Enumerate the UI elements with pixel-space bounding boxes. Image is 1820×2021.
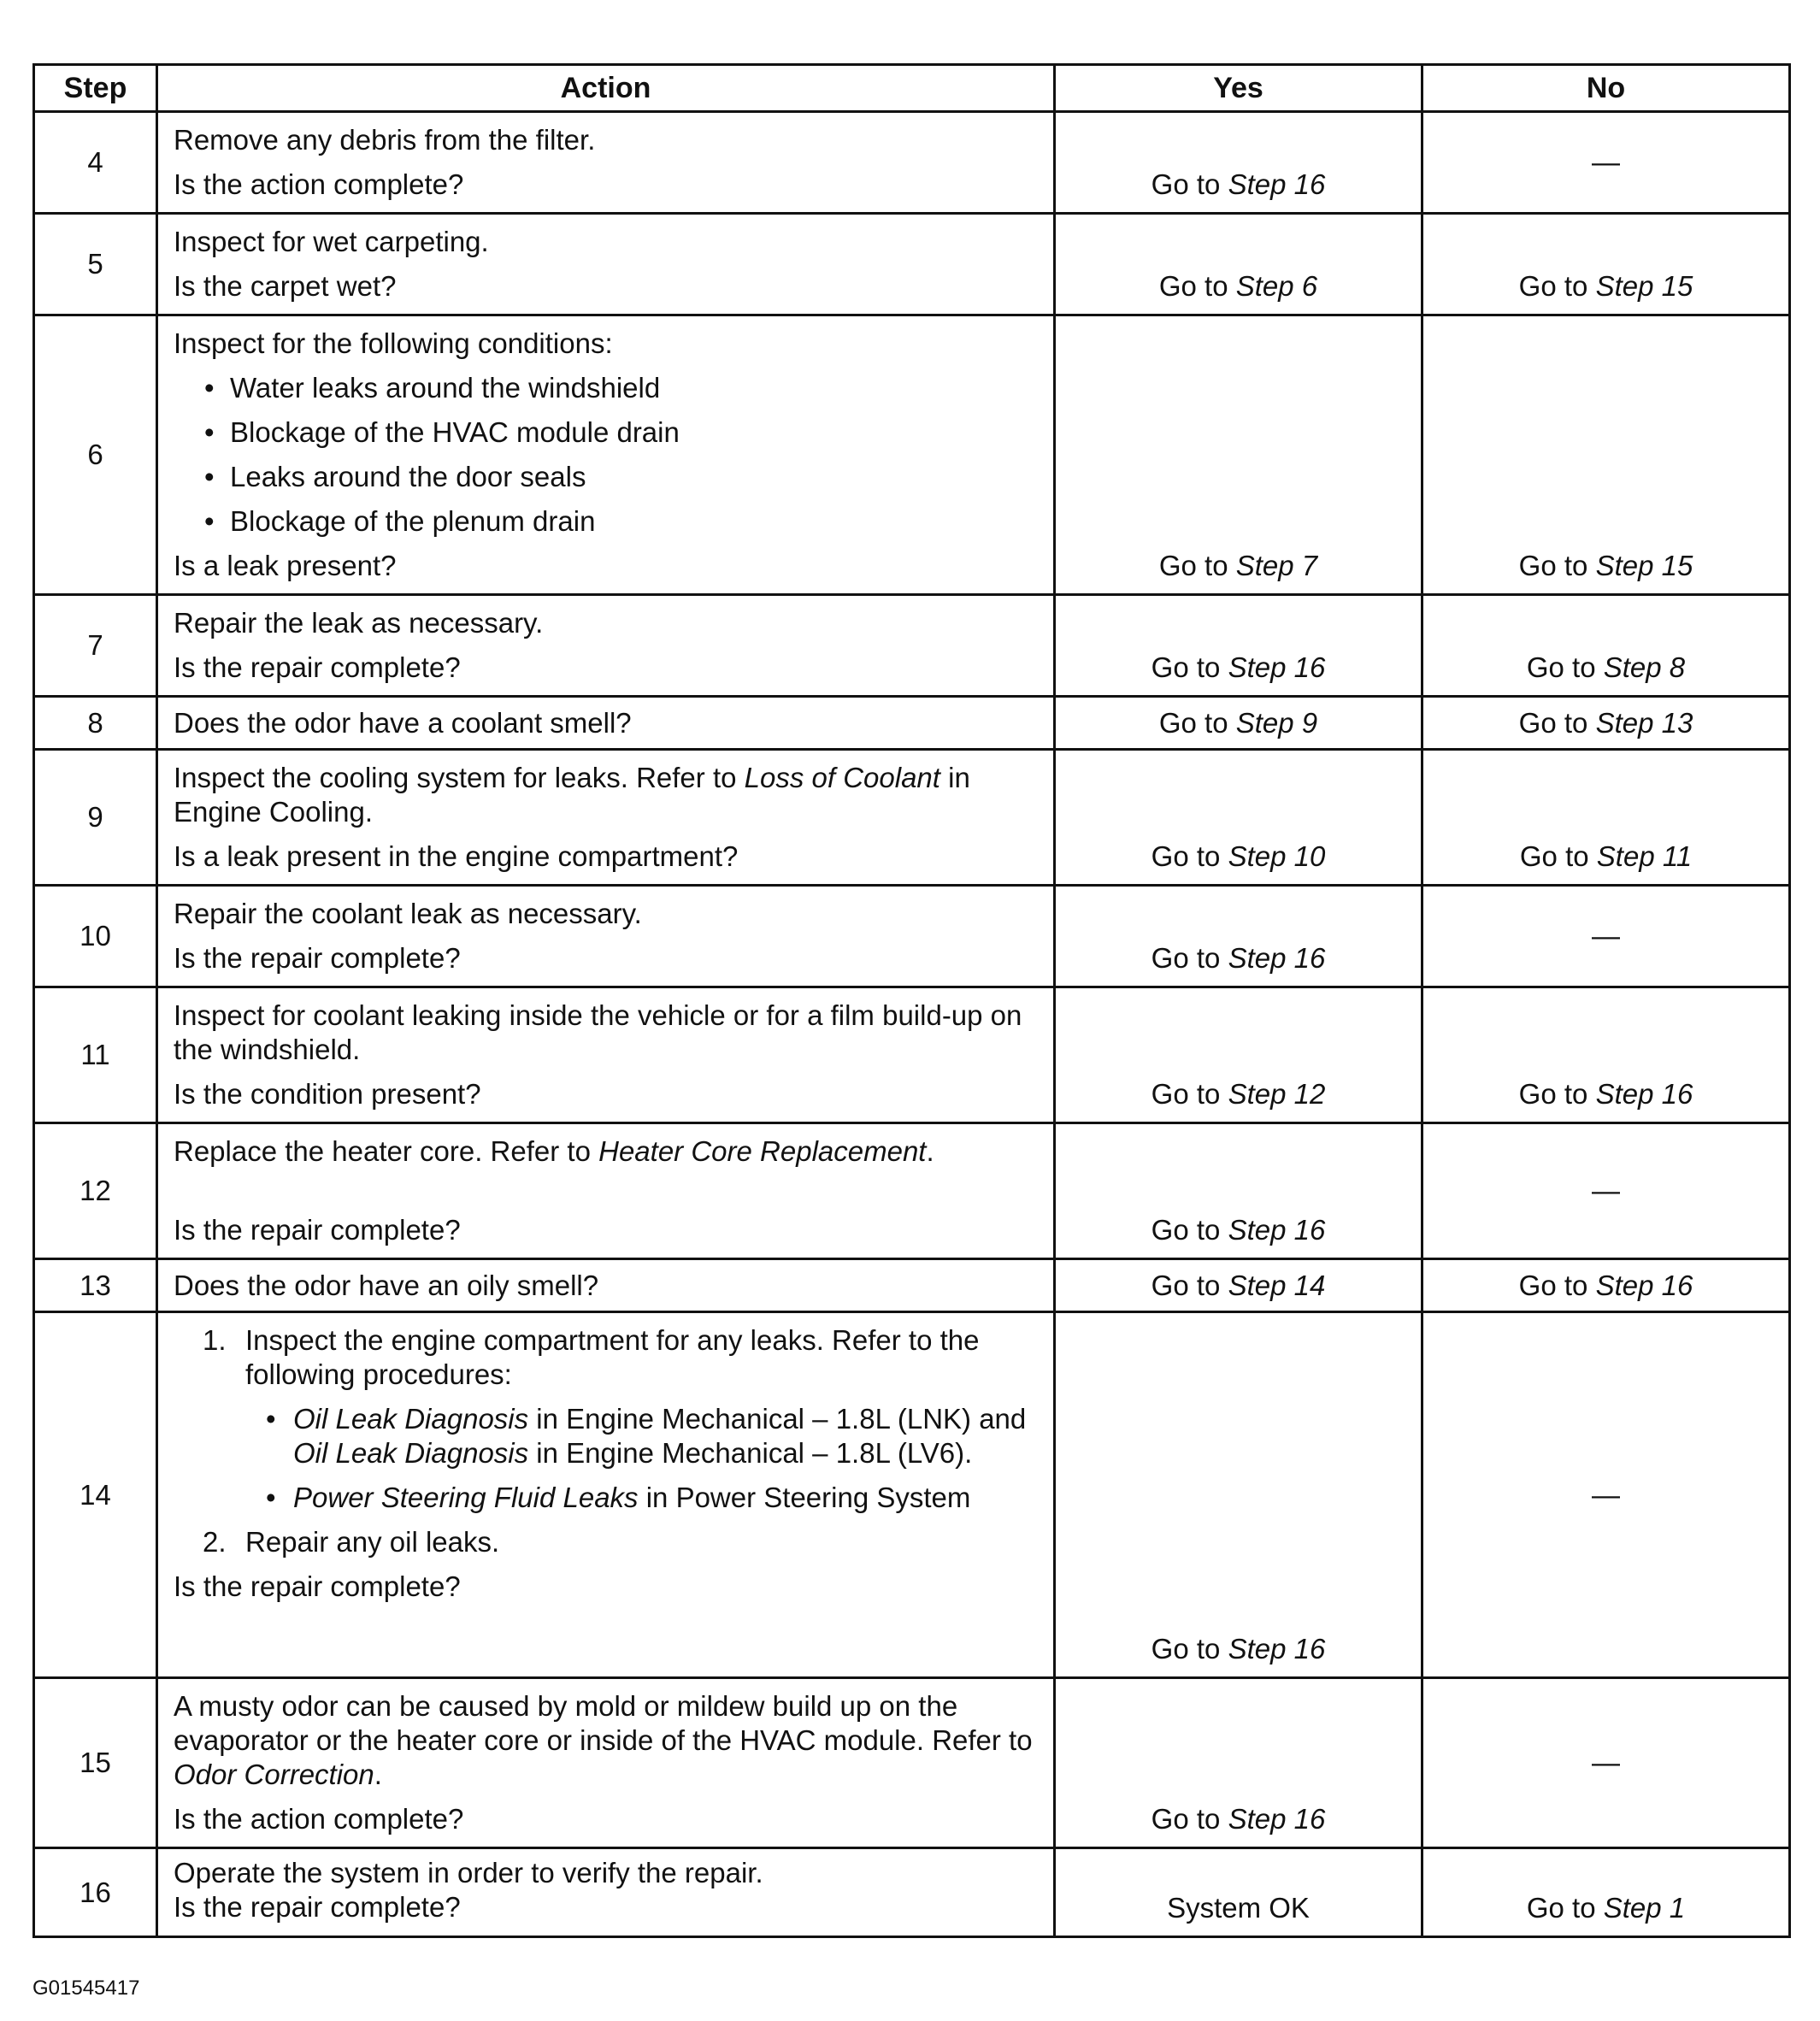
bullet-icon: •	[266, 1482, 276, 1513]
action-text: Inspect for wet carpeting.	[174, 226, 489, 257]
action-text-part: Inspect the cooling system for leaks. Refer to	[174, 762, 745, 793]
reference-title: Odor Correction	[174, 1759, 374, 1790]
list-item	[174, 1402, 1038, 1470]
no-cell	[1422, 1123, 1790, 1259]
yes-cell	[1055, 697, 1422, 750]
yes-cell	[1055, 1312, 1422, 1678]
question-text: Is the repair complete?	[174, 651, 461, 683]
yes-prefix: Go to	[1151, 942, 1228, 974]
no-prefix: Go to	[1526, 1892, 1604, 1924]
yes-prefix: Go to	[1151, 1633, 1228, 1665]
yes-prefix: Go to	[1151, 1078, 1228, 1110]
header-step: Step	[34, 65, 157, 112]
item-number: 1.	[203, 1324, 227, 1356]
no-cell	[1422, 1678, 1790, 1848]
yes-step-ref: Step 10	[1228, 840, 1326, 872]
yes-prefix: Go to	[1151, 168, 1228, 200]
table-row	[34, 214, 1790, 315]
list-item	[174, 371, 1038, 405]
yes-cell	[1055, 112, 1422, 214]
yes-cell	[1055, 1848, 1422, 1937]
bullet-text: Blockage of the plenum drain	[230, 505, 596, 537]
no-prefix: Go to	[1518, 706, 1596, 739]
action-cell	[157, 1123, 1055, 1259]
list-item	[174, 1481, 1038, 1515]
action-text: Does the odor have a coolant smell?	[174, 706, 632, 739]
action-cell	[157, 112, 1055, 214]
yes-step-ref: Step 16	[1228, 942, 1326, 974]
action-text-part: .	[374, 1759, 382, 1790]
no-step-ref: Step 16	[1595, 1269, 1693, 1301]
action-cell	[157, 1259, 1055, 1312]
bullet-icon: •	[204, 416, 215, 448]
yes-step-ref: Step 7	[1235, 550, 1318, 581]
reference-title: Power Steering Fluid Leaks	[293, 1482, 639, 1513]
action-cell	[157, 1678, 1055, 1848]
yes-result: System OK	[1167, 1892, 1310, 1924]
step-number: 11	[34, 987, 157, 1123]
yes-cell	[1055, 987, 1422, 1123]
action-text-part: .	[926, 1135, 934, 1167]
question-text: Is a leak present in the engine compartment?	[174, 840, 739, 872]
action-cell	[157, 987, 1055, 1123]
table-row	[34, 1259, 1790, 1312]
no-cell	[1422, 750, 1790, 886]
header-row	[34, 65, 1790, 112]
question-text: Is the action complete?	[174, 1803, 464, 1835]
question-text: Is the repair complete?	[174, 1570, 461, 1602]
table-row	[34, 112, 1790, 214]
yes-step-ref: Step 16	[1228, 168, 1326, 200]
yes-prefix: Go to	[1158, 706, 1236, 739]
step-number: 10	[34, 886, 157, 987]
action-text-part: Replace the heater core. Refer to	[174, 1135, 599, 1167]
table-row	[34, 697, 1790, 750]
bullet-icon: •	[204, 505, 215, 537]
bullet-text: Blockage of the HVAC module drain	[230, 416, 680, 448]
header-yes: Yes	[1055, 65, 1422, 112]
yes-cell	[1055, 595, 1422, 697]
figure-id: G01545417	[32, 1977, 140, 2000]
yes-step-ref: Step 16	[1228, 1214, 1326, 1246]
no-prefix: Go to	[1518, 270, 1596, 302]
yes-step-ref: Step 14	[1228, 1269, 1326, 1301]
bullet-text: Water leaks around the windshield	[230, 372, 661, 404]
item-number: 2.	[203, 1526, 227, 1558]
action-cell	[157, 315, 1055, 595]
table-row	[34, 750, 1790, 886]
table-row	[34, 315, 1790, 595]
yes-step-ref: Step 16	[1228, 651, 1326, 683]
bullet-icon: •	[266, 1403, 276, 1435]
yes-prefix: Go to	[1151, 1214, 1228, 1246]
action-text	[174, 761, 1038, 829]
yes-prefix: Go to	[1151, 840, 1228, 872]
step-number: 7	[34, 595, 157, 697]
yes-step-ref: Step 16	[1228, 1803, 1326, 1835]
action-text: Does the odor have an oily smell?	[174, 1269, 599, 1301]
no-step-ref: Step 16	[1595, 1078, 1693, 1110]
question-text: Is the carpet wet?	[174, 270, 397, 302]
yes-prefix: Go to	[1158, 550, 1236, 581]
yes-cell	[1055, 1678, 1422, 1848]
no-cell	[1422, 987, 1790, 1123]
no-prefix: Go to	[1526, 651, 1604, 683]
action-cell	[157, 214, 1055, 315]
header-no: No	[1422, 65, 1790, 112]
step-number: 15	[34, 1678, 157, 1848]
table-row	[34, 1678, 1790, 1848]
no-cell	[1422, 1259, 1790, 1312]
bullet-icon: •	[204, 461, 215, 492]
yes-prefix: Go to	[1158, 270, 1236, 302]
list-item	[174, 504, 1038, 539]
no-step-ref: Step 13	[1595, 706, 1693, 739]
no-cell	[1422, 112, 1790, 214]
action-cell	[157, 697, 1055, 750]
table-row	[34, 1312, 1790, 1678]
yes-step-ref: Step 16	[1228, 1633, 1326, 1665]
action-text-part: A musty odor can be caused by mold or mildew build up on the evaporator or the heater core or inside of the HVAC module. Refer to	[174, 1690, 1033, 1756]
table-row	[34, 595, 1790, 697]
action-cell	[157, 1848, 1055, 1937]
yes-cell	[1055, 750, 1422, 886]
reference-title: Oil Leak Diagnosis	[293, 1403, 529, 1435]
no-prefix: Go to	[1519, 840, 1597, 872]
question-text: Is the condition present?	[174, 1078, 481, 1110]
action-text: Repair the leak as necessary.	[174, 607, 544, 639]
action-cell	[157, 886, 1055, 987]
step-number: 5	[34, 214, 157, 315]
dash: —	[1592, 1747, 1620, 1778]
yes-prefix: Go to	[1151, 651, 1228, 683]
no-cell	[1422, 1848, 1790, 1937]
question-text: Is the repair complete?	[174, 942, 461, 974]
yes-cell	[1055, 214, 1422, 315]
item-text: Inspect the engine compartment for any leaks. Refer to the following procedures:	[245, 1324, 980, 1390]
yes-step-ref: Step 9	[1235, 706, 1318, 739]
list-item	[174, 415, 1038, 450]
header-action: Action	[157, 65, 1055, 112]
bullet-text: in Engine Mechanical – 1.8L (LNK) and	[528, 1403, 1027, 1435]
no-cell	[1422, 315, 1790, 595]
no-prefix: Go to	[1518, 550, 1596, 581]
bullet-text: in Engine Mechanical – 1.8L (LV6).	[528, 1437, 973, 1469]
step-number: 4	[34, 112, 157, 214]
no-step-ref: Step 15	[1595, 270, 1693, 302]
no-prefix: Go to	[1518, 1078, 1596, 1110]
yes-step-ref: Step 12	[1228, 1078, 1326, 1110]
step-number: 9	[34, 750, 157, 886]
table-row	[34, 987, 1790, 1123]
step-number: 6	[34, 315, 157, 595]
step-number: 8	[34, 697, 157, 750]
no-step-ref: Step 8	[1603, 651, 1686, 683]
action-text: Repair the coolant leak as necessary.	[174, 898, 642, 929]
step-number: 13	[34, 1259, 157, 1312]
dash: —	[1592, 920, 1620, 952]
no-cell	[1422, 595, 1790, 697]
yes-cell	[1055, 886, 1422, 987]
step-number: 14	[34, 1312, 157, 1678]
no-prefix: Go to	[1518, 1269, 1596, 1301]
numbered-item	[174, 1323, 1038, 1392]
table-row	[34, 1848, 1790, 1937]
numbered-item	[174, 1525, 1038, 1559]
bullet-icon: •	[204, 372, 215, 404]
action-text-part: in Engine Cooling.	[174, 762, 970, 828]
yes-cell	[1055, 315, 1422, 595]
yes-step-ref: Step 6	[1235, 270, 1318, 302]
step-number: 16	[34, 1848, 157, 1937]
yes-prefix: Go to	[1151, 1269, 1228, 1301]
yes-prefix: Go to	[1151, 1803, 1228, 1835]
question-text: Is the repair complete?	[174, 1891, 461, 1923]
no-step-ref: Step 15	[1595, 550, 1693, 581]
no-cell	[1422, 697, 1790, 750]
item-text: Repair any oil leaks.	[245, 1526, 500, 1558]
reference-title: Heater Core Replacement	[598, 1135, 927, 1167]
action-text: Inspect for coolant leaking inside the vehicle or for a film build-up on the windshield.	[174, 999, 1022, 1065]
no-step-ref: Step 11	[1596, 840, 1693, 872]
action-text: Operate the system in order to verify the repair.	[174, 1857, 763, 1888]
no-step-ref: Step 1	[1603, 1892, 1686, 1924]
action-text: Inspect for the following conditions:	[174, 327, 613, 359]
no-cell	[1422, 1312, 1790, 1678]
list-item	[174, 460, 1038, 494]
action-cell	[157, 595, 1055, 697]
question-text: Is the repair complete?	[174, 1214, 461, 1246]
dash: —	[1592, 146, 1620, 178]
dash: —	[1592, 1478, 1620, 1511]
action-text	[174, 1689, 1038, 1792]
bullet-text: in Power Steering System	[638, 1482, 971, 1513]
table-row	[34, 886, 1790, 987]
action-cell	[157, 750, 1055, 886]
question-text: Is the action complete?	[174, 168, 464, 200]
action-text: Remove any debris from the filter.	[174, 124, 596, 156]
no-cell	[1422, 886, 1790, 987]
diagnostic-table	[32, 63, 1791, 1938]
table-row	[34, 1123, 1790, 1259]
no-cell	[1422, 214, 1790, 315]
action-cell	[157, 1312, 1055, 1678]
yes-cell	[1055, 1259, 1422, 1312]
step-number: 12	[34, 1123, 157, 1259]
bullet-text: Leaks around the door seals	[230, 461, 586, 492]
reference-title: Loss of Coolant	[744, 762, 940, 793]
yes-cell	[1055, 1123, 1422, 1259]
dash: —	[1592, 1175, 1620, 1206]
action-text	[174, 1134, 1038, 1169]
question-text: Is a leak present?	[174, 550, 397, 581]
reference-title: Oil Leak Diagnosis	[293, 1437, 529, 1469]
